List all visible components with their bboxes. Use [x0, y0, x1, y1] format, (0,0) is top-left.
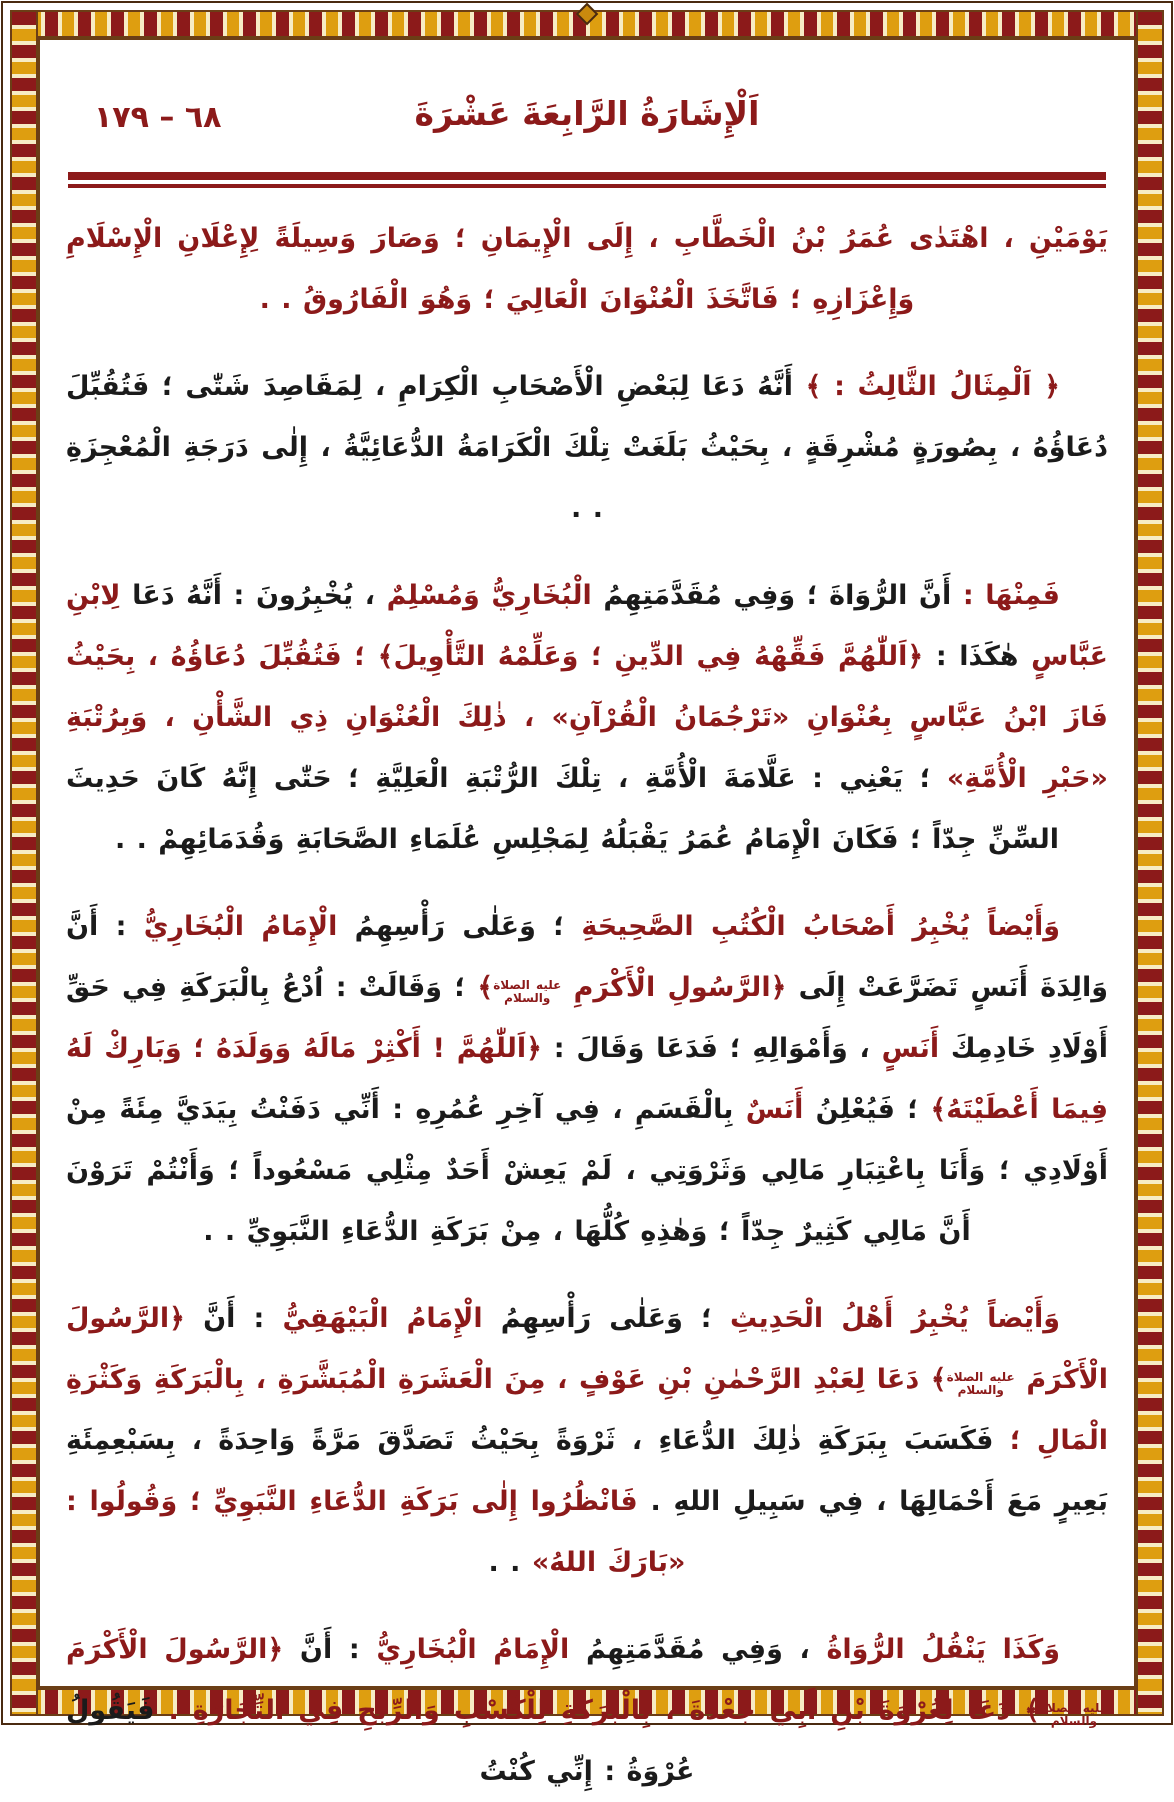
text-run: ، وَفِي مُقَدَّمَتِهِمُ — [569, 1634, 810, 1665]
text-run: ﴾ دَعَا لِعَبْدِ الرَّحْمٰنِ بْنِ عَوْفٍ ، مِنَ الْعَشَرَةِ الْمُبَشَّرَةِ ، بِالْبَرَكَةِ وَكَثْرَةِ الْمَالِ ؛ — [66, 1364, 1108, 1456]
ornament-band-right — [1136, 10, 1164, 1716]
rule-thick — [68, 172, 1106, 180]
text-run: ﴾ — [477, 972, 494, 1003]
paragraph — [66, 1288, 1108, 1593]
text-run: فَانْظُرُوا إِلٰى بَرَكَةِ الدُّعَاءِ النَّبَوِيِّ ؛ وَقُولُوا : «بَارَكَ اللهُ» — [66, 1486, 686, 1578]
text-run: ﴿الرَّسُولَ الْأَكْرَمَ — [66, 1634, 284, 1665]
text-run: : أَنَّ — [184, 1303, 283, 1334]
text-run: فَكَسَبَ بِبَرَكَةِ ذٰلِكَ الدُّعَاءِ ، ثَرْوَةً بِحَيْثُ تَصَدَّقَ مَرَّةً وَاحِدَةً ، بِسَبْعِمِئَةِ بَعِيرٍ مَعَ أَحْمَالِهَا ، فِي سَبِيلِ اللهِ . — [66, 1425, 1108, 1517]
text-run: لِابْنِ عَبَّاسٍ — [66, 580, 1108, 672]
paragraph — [66, 565, 1108, 870]
text-run: ؛ وَعَلٰى رَأْسِهِمُ — [337, 911, 565, 942]
text-run: دَعَا لِعُرْوَةَ بْنِ أَبِي جَعْدَةَ ، بِالْبَرَكَةِ لِلْكَسْبِ وَالرِّبْحِ فِي التِّجَارَةِ . — [168, 1695, 1011, 1726]
text-run: الْإِمَامُ الْبَيْهَقِيُّ — [282, 1303, 483, 1334]
text-run: أَنَّ الرُّوَاةَ ؛ وَفِي مُقَدَّمَتِهِمُ — [591, 580, 952, 611]
text-run: ﴾ — [1010, 1695, 1040, 1726]
text-run: أَنَسٍ — [881, 1033, 940, 1064]
text-run: يَوْمَيْنِ ، اهْتَدٰى عُمَرُ بْنُ الْخَطَّابِ ، إِلَى الْإِيمَانِ ؛ وَصَارَ وَسِيلَةً لِإِعْلَانِ الْإِسْلَامِ وَإِعْزَازِهِ ؛ فَاتَّخَذَ الْعُنْوَانَ الْعَالِيَ ؛ وَهُوَ الْفَارُوقُ . . — [66, 223, 1108, 315]
page-content — [42, 42, 1132, 1787]
page-header — [66, 70, 1108, 154]
text-run: ، وَأَمْوَالِهِ ؛ فَدَعَا وَقَالَ : — [541, 1033, 882, 1064]
text-run: ﴿ اَلْمِثَالُ الثَّالِثُ : ﴾ — [793, 371, 1060, 402]
text-run: أَنَسٌ — [745, 1094, 804, 1125]
text-run: الْبُخَارِيُّ وَمُسْلِمٌ — [386, 580, 592, 611]
text-run: : أَنَّ — [283, 1634, 377, 1665]
paragraph — [66, 208, 1108, 330]
salawat-mark: عليه الصلاة والسلام — [1039, 1701, 1108, 1728]
text-run: الْإِمَامُ الْبُخَارِيُّ — [143, 911, 338, 942]
ornament-band-left — [10, 10, 38, 1716]
body-text — [66, 208, 1108, 1802]
salawat-mark: عليه الصلاة والسلام — [493, 978, 562, 1005]
text-run: هٰكَذَا : — [923, 641, 1032, 672]
text-run: ؛ وَعَلٰى رَأْسِهِمُ — [482, 1303, 712, 1334]
text-run: أَنَّهُ دَعَا لِبَعْضِ الْأَصْحَابِ الْكِرَامِ ، لِمَقَاصِدَ شَتّٰى ؛ فَتُقُبِّلَ دُعَاؤُهُ ، بِصُورَةٍ مُشْرِقَةٍ ، بِحَيْثُ بَلَغَتْ تِلْكَ الْكَرَامَةُ الدُّعَائِيَّةُ ، إِلٰى دَرَجَةِ الْمُعْجِزَةِ . . — [66, 371, 1108, 524]
page-title: اَلْإِشَارَةُ الرَّابِعَةَ عَشْرَةَ — [414, 94, 760, 133]
text-run: فَمِنْهَا : — [951, 580, 1060, 611]
text-run: الْإِمَامُ الْبُخَارِيُّ — [376, 1634, 570, 1665]
rule-thin — [68, 184, 1106, 188]
paragraph — [66, 896, 1108, 1262]
text-run: . . — [488, 1547, 532, 1578]
text-run: ﴿الرَّسُولَ الْأَكْرَمَ — [66, 1303, 1109, 1395]
text-run: ﴿الرَّسُولِ الْأَكْرَمِ — [561, 972, 787, 1003]
text-run: بِالْقَسَمِ ، فِي آخِرِ عُمُرِهِ : أَنِّي دَفَنْتُ بِيَدَيَّ مِئَةً مِنْ أَوْلَادِي ؛ وَأَنَا بِاعْتِبَارِ مَالِي وَثَرْوَتِي ، لَمْ يَعِشْ أَحَدٌ مِثْلِي مَسْعُوداً ؛ وَأَنْتُمْ تَرَوْنَ أَنَّ مَالِي كَثِيرٌ جِدّاً ؛ وَهٰذِهِ كُلُّهَا ، مِنْ بَرَكَةِ الدُّعَاءِ النَّبَوِيِّ . . — [66, 1094, 1108, 1247]
text-run: ؛ فَيُعْلِنُ — [803, 1094, 931, 1125]
text-run: : أَنَّ وَالِدَةَ أَنَسٍ تَضَرَّعَتْ إِلَى — [66, 911, 1108, 1003]
text-run: فَيَقُولُ عُرْوَةُ : إِنِّي كُنْتُ — [66, 1695, 695, 1787]
text-run: وَكَذَا يَنْقُلُ الرُّوَاةُ — [809, 1634, 1060, 1665]
text-run: وَأَيْضاً يُخْبِرُ أَصْحَابُ الْكُتُبِ الصَّحِيحَةِ — [564, 911, 1060, 942]
text-run: ، يُخْبِرُونَ : أَنَّهُ دَعَا — [120, 580, 387, 611]
text-run: ؛ يَعْنِي : عَلَّامَةَ الْأُمَّةِ ، تِلْكَ الرُّتْبَةِ الْعَلِيَّةِ ؛ حَتّٰى إِنَّهُ كَانَ حَدِيثَ السِّنِّ جِدّاً ؛ فَكَانَ الْإِمَامُ عُمَرُ يَقْبَلُهُ لِمَجْلِسِ عُلَمَاءِ الصَّحَابَةِ وَقُدَمَائِهِمْ . . — [66, 763, 1060, 855]
text-run: ﴿اَللّٰهُمَّ فَقِّهْهُ فِي الدِّينِ ؛ وَعَلِّمْهُ التَّأْوِيلَ﴾ ؛ فَتُقُبِّلَ دُعَاؤُهُ ، بِحَيْثُ فَازَ ابْنُ عَبَّاسٍ بِعُنْوَانِ «تَرْجُمَانُ الْقُرْآنِ» ، ذٰلِكَ الْعُنْوَانِ ذِي الشَّأْنِ ، وَبِرُتْبَةِ «حَبْرِ الْأُمَّةِ» — [66, 641, 1108, 794]
page-number: ٦٨ – ١٧٩ — [94, 100, 222, 135]
text-run: وَأَيْضاً يُخْبِرُ أَهْلُ الْحَدِيثِ — [711, 1303, 1060, 1334]
text-run: ؛ وَقَالَتْ : اُدْعُ بِالْبَرَكَةِ فِي حَقِّ أَوْلَادِ خَادِمِكَ — [66, 972, 1108, 1064]
salawat-mark: عليه الصلاة والسلام — [946, 1370, 1015, 1397]
paragraph — [66, 1619, 1108, 1802]
paragraph — [66, 356, 1108, 539]
text-run: ﴿اَللّٰهُمَّ ! أَكْثِرْ مَالَهُ وَوَلَدَهُ ؛ وَبَارِكْ لَهُ فِيمَا أَعْطَيْتَهُ﴾ — [66, 1033, 1109, 1125]
double-rule — [68, 172, 1106, 188]
